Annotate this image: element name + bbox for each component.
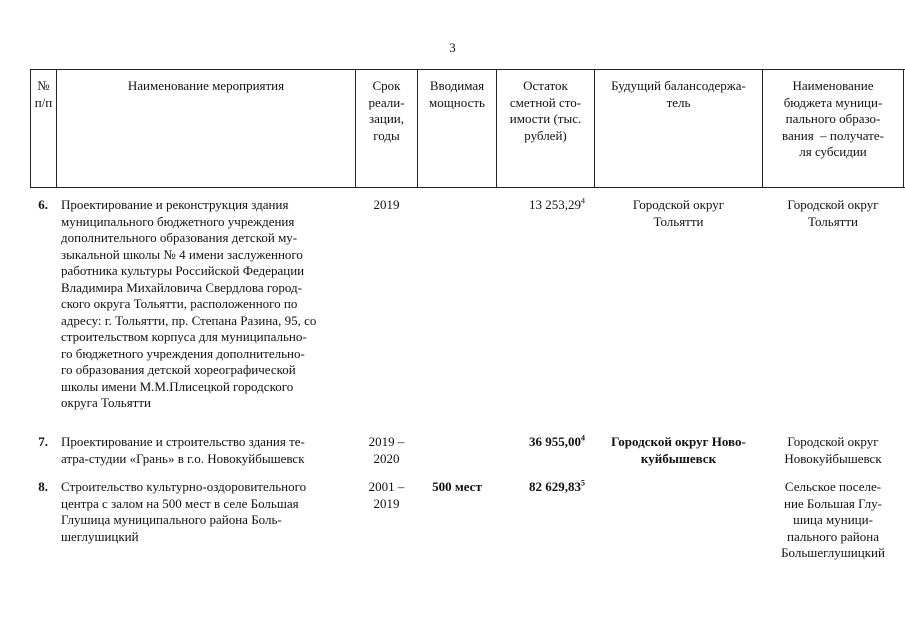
remainder-value: 36 955,00: [529, 434, 581, 449]
header-bottom-border: [30, 187, 905, 188]
row-term: 2019: [373, 197, 400, 212]
header-num: № п/п: [34, 78, 53, 110]
row-num: 8.: [38, 479, 48, 494]
row-capacity: 500 мест: [432, 479, 482, 494]
row-num: 7.: [38, 434, 48, 449]
footnote-mark: 4: [581, 433, 585, 443]
row-budget: Городской округ Тольятти: [787, 197, 879, 229]
row-term: 2019 – 2020: [368, 434, 405, 466]
footnote-mark: 5: [581, 478, 585, 488]
row-budget: Сельское поселе- ние Большая Глу- шица муници- пального района Большеглушицкий: [781, 479, 885, 560]
page-number: 3: [449, 40, 456, 55]
row-num: 6.: [38, 197, 48, 212]
footnote-mark: 4: [581, 196, 585, 206]
header-name: Наименование мероприятия: [127, 78, 285, 93]
row-holder: Городской округ Тольятти: [632, 197, 725, 229]
row-name: Проектирование и реконструкция здания муниципального бюджетного учреждения дополнительного образования детской му- зыкальной школы № 4 имени заслуженного работника культуры Российской Федерации Владимира Михайловича Свердлова город- ского округа Тольятти, расположенного по адресу: г. Тольятти, пр. Степана Разина, 95, со строительством корпуса для муниципально- го бюджетного учреждения дополнительно- го образования детской хореографической школы имени М.М.Плисецкой городского округа Тольятти: [61, 197, 317, 410]
header-holder: Будущий балансодержа- тель: [611, 78, 746, 110]
remainder-value: 82 629,83: [529, 479, 581, 494]
row-name: Проектирование и строительство здания те- атра-студии «Грань» в г.о. Новокуйбышевск: [61, 434, 305, 466]
row-name: Строительство культурно-оздоровительного центра с залом на 500 мест в селе Большая Глушица муниципального района Боль- шеглушицкий: [61, 479, 307, 544]
row-budget: Городской округ Новокуйбышевск: [784, 434, 882, 466]
row-remainder: [497, 197, 585, 214]
header-capacity: Вводимая мощность: [429, 78, 485, 110]
row-remainder: [497, 479, 585, 496]
row-holder: Городской округ Ново- куйбышевск: [611, 434, 746, 466]
col-line: [903, 69, 904, 188]
table-top-border: [30, 69, 905, 70]
row-term: 2001 – 2019: [368, 479, 405, 511]
header-term: Срок реали- зации, годы: [368, 78, 405, 143]
row-remainder: [497, 434, 585, 451]
header-budget: Наименование бюджета муници- пального образо- вания – получате- ля субсидии: [782, 78, 884, 159]
remainder-value: 13 253,29: [529, 197, 581, 212]
header-remainder: Остаток сметной сто- имости (тыс. рублей): [509, 78, 582, 143]
